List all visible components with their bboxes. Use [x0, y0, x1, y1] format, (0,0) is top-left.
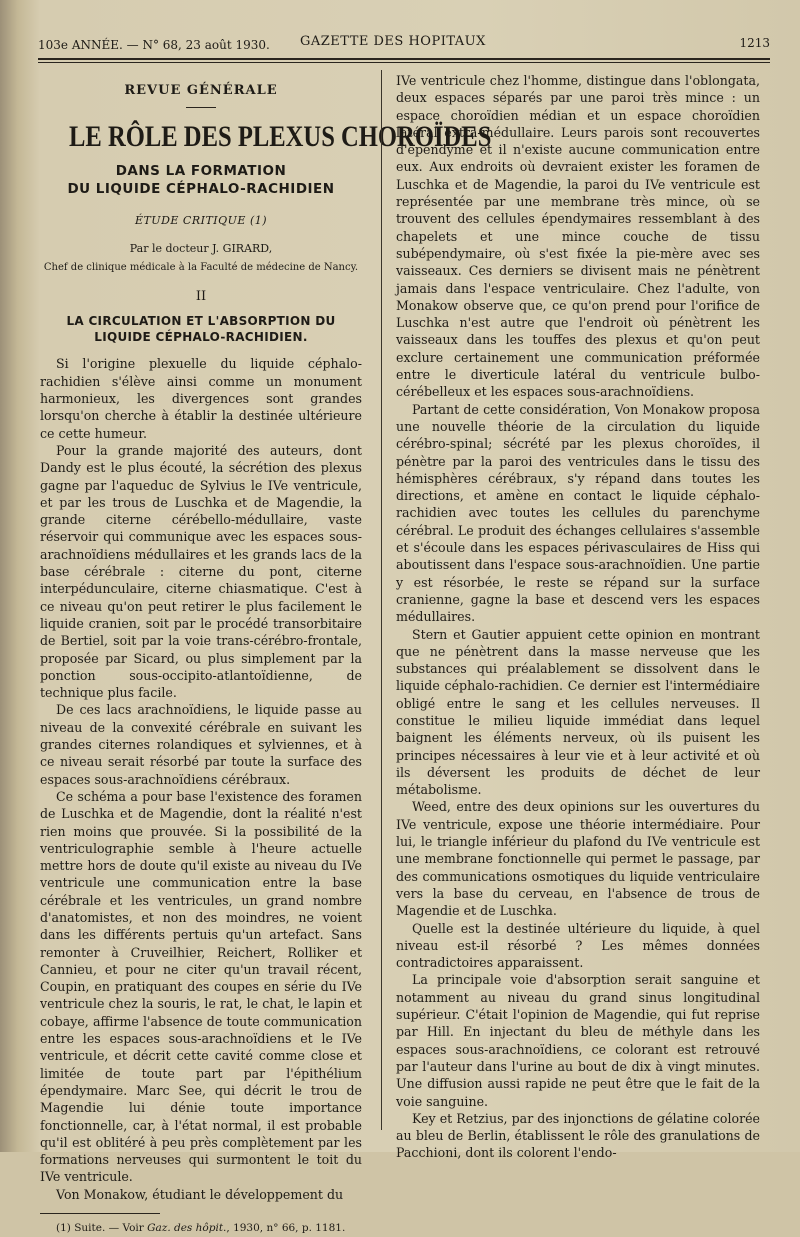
- paragraph: Pour la grande majorité des auteurs, dont Dandy est le plus écouté, la sécrétion des plexus gagne par l'aqueduc de Sylvius le IVe ventricule, et par les trous de Luschka et de Magendie, la grande citerne cérébello-médullaire, vaste réservoir qui communique avec les espaces sous-arachnoïdiens médullaires et les grands lacs de la base cérébrale : citerne du pont, citerne interpédunculaire, citerne chiasmatique. C'est à ce niveau qu'on peut retirer le plus facilement le liquide cranien, soit par le procédé transorbitaire de Bertiel, soit par la voie trans-cérébro-frontale, proposée par Sicard, ou plus simplement par la ponction sous-occipito-atlantoïdienne, de technique plus facile.: [40, 442, 362, 701]
- page-number: 1213: [739, 36, 770, 50]
- right-column: [396, 72, 760, 1162]
- article-kind: ÉTUDE CRITIQUE (1): [134, 214, 268, 228]
- divider: [186, 107, 216, 108]
- running-header: [38, 34, 770, 54]
- header-rule: [38, 58, 770, 63]
- issue-info: 103e ANNÉE. — N° 68, 23 août 1930.: [38, 38, 270, 52]
- paragraph: Weed, entre des deux opinions sur les ouvertures du IVe ventricule, expose une théorie intermédiaire. Pour lui, le triangle inférieur du plafond du IVe ventricule est une membrane fonctionnelle qui permet le passage, par des communications osmotiques du liquide ventriculaire vers la base du cerveau, en l'absence de trous de Magendie et de Luschka.: [396, 799, 760, 919]
- paragraph: La principale voie d'absorption serait sanguine et notamment au niveau du grand sinus longitudinal supérieur. C'était l'opinion de Magendie, qui fut reprise par Hill. En injectant du bleu de méthyle dans les espaces sous-arachnoïdiens, ce colorant est retrouvé par l'auteur dans l'urine au bout de dix à vingt minutes. Une diffusion aussi rapide ne peut être que le fait de la voie sanguine.: [396, 972, 760, 1109]
- article-subtitle-2: DU LIQUIDE CÉPHALO-RACHIDIEN: [67, 181, 335, 198]
- author-affiliation: Chef de clinique médicale à la Faculté de médecine de Nancy.: [43, 261, 359, 273]
- paragraph: De ces lacs arachnoïdiens, le liquide passe au niveau de la convexité cérébrale en suivant les grandes citernes rolandiques et sylviennes, et à ce niveau serait résorbé par toute la surface des espaces sous-arachnoïdiens cérébraux.: [40, 702, 362, 787]
- section-label: REVUE GÉNÉRALE: [124, 83, 278, 98]
- footnote-marker: (1) Suite. — Voir: [56, 1222, 148, 1235]
- paragraph: Key et Retzius, par des injonctions de gélatine colorée au bleu de Berlin, établissent le rôle des granulations de Pacchioni, dont ils colorent l'endo-: [396, 1110, 760, 1161]
- left-column: [40, 70, 492, 1237]
- paragraph: Quelle est la destinée ultérieure du liquide, à quel niveau est-il résorbé ? Les mêmes données contradictoires apparaissent.: [396, 920, 760, 971]
- paragraph: Partant de cette considération, Von Monakow proposa une nouvelle théorie de la circulation du liquide cérébro-spinal; sécrété par les plexus choroïdes, il pénètre par la paroi des ventricules dans le tissu des hémisphères cérébraux, s'y répand dans toutes les directions, et amène en contact le liquide céphalo-rachidien avec toutes les cellules du parenchyme cérébral. Le produit des échanges cellulaires s'assemble et s'écoule dans les espaces périvasculaires de Hiss qui aboutissent dans l'espace sous-arachnoïdien. Une partie y est résorbée, le reste se répand sur la surface cranienne, gagne la base et descend vers les espaces médullaires.: [396, 401, 760, 625]
- paragraph: Si l'origine plexuelle du liquide céphalo-rachidien s'élève ainsi comme un monument harmonieux, les divergences sont grandes lorsqu'on cherche à établir la destinée ultérieure ce cette humeur.: [40, 356, 362, 441]
- article-subtitle-1: DANS LA FORMATION: [115, 163, 287, 180]
- footnote-rule: [40, 1213, 160, 1214]
- section-title: LA CIRCULATION ET L'ABSORPTION DU LIQUIDE CÉPHALO-RACHIDIEN.: [66, 314, 336, 345]
- paragraph: Von Monakow, étudiant le développement du: [56, 1186, 344, 1202]
- part-number: II: [195, 289, 207, 305]
- footnote-source: Gaz. des hôpit.: [147, 1222, 227, 1235]
- article-heading: [40, 82, 492, 345]
- column-divider: [381, 70, 382, 1130]
- paragraph: Stern et Gautier appuient cette opinion en montrant que ne pénètrent dans la masse nerveuse que les substances qui préalablement se dissolvent dans le liquide céphalo-rachidien. Ce dernier est l'intermédiaire obligé entre le sang et les cellules nerveuses. Il constitue le milieu liquide immédiat dans lequel baignent les éléments nerveux, où ils puisent les principes nécessaires à leur vie et à leur activité et où ils déversent les produits de déchet de leur métabolisme.: [396, 626, 760, 798]
- paragraph: Ce schéma a pour base l'existence des foramen de Luschka et de Magendie, dont la réalité n'est rien moins que prouvée. Si la possibilité de la ventriculographie semble à l'heure actuelle mettre hors de doute qu'il existe au niveau du IVe ventricule une communication entre la base cérébrale et les ventricules, un grand nombre d'anatomistes, et non des moindres, ne voient dans les différents pertuis qu'un artefact. Sans remonter à Cruveilhier, Reichert, Rolliker et Cannieu, et pour ne citer qu'un travail récent, Coupin, en pratiquant des coupes en série du IVe ventricule chez la souris, le rat, le chat, le lapin et cobaye, affirme l'absence de toute communication entre les espaces sous-arachnoïdiens et le IVe ventricule, et décrit cette cavité comme close et limitée de toute part par l'épithélium épendymaire. Marc See, qui décrit le trou de Magendie lui dénie toute importance fonctionnelle, car, à l'état normal, il est probable qu'il est oblitéré à peu près complètement par les formations nerveuses qui surmontent le toit du IVe ventricule.: [40, 788, 362, 1185]
- article-title: LE RÔLE DES PLEXUS CHOROÏDES: [68, 120, 492, 154]
- paragraph: IVe ventricule chez l'homme, distingue dans l'oblongata, deux espaces séparés par une paroi très mince : un espace choroïdien médian et un espace choroïdien latéral extra-médullaire. Leurs parois sont recouvertes d'épendyme et il n'existe aucune communication entre eux. Aux endroits où devraient exister les foramen de Luschka et de Magendie, la paroi du IVe ventricule est représentée par une membrane très mince, où se trouvent des cellules épendymaires ressemblant à des chapelets et une mince couche de tissu subépendymaire, où s'est fixée la pie-mère avec ses vaisseaux. Ces derniers se divisent mais ne pénètrent jamais dans l'espace ventriculaire. Chez l'adulte, von Monakow observe que, ce qu'on prend pour l'orifice de Luschka n'est autre que l'endroit où pénètrent les vaisseaux dans les touffes des plexus et qu'on peut exclure certainement une communication préformée entre le diverticule latéral du ventricule bulbo-cérébelleux et les espaces sous-arachnoïdiens.: [396, 73, 760, 400]
- author-line: Par le docteur J. GIRARD,: [129, 241, 273, 255]
- journal-title: GAZETTE DES HOPITAUX: [300, 34, 486, 49]
- footnote-rest: , 1930, n° 66, p. 1181.: [226, 1222, 346, 1235]
- footnote: [40, 1220, 362, 1237]
